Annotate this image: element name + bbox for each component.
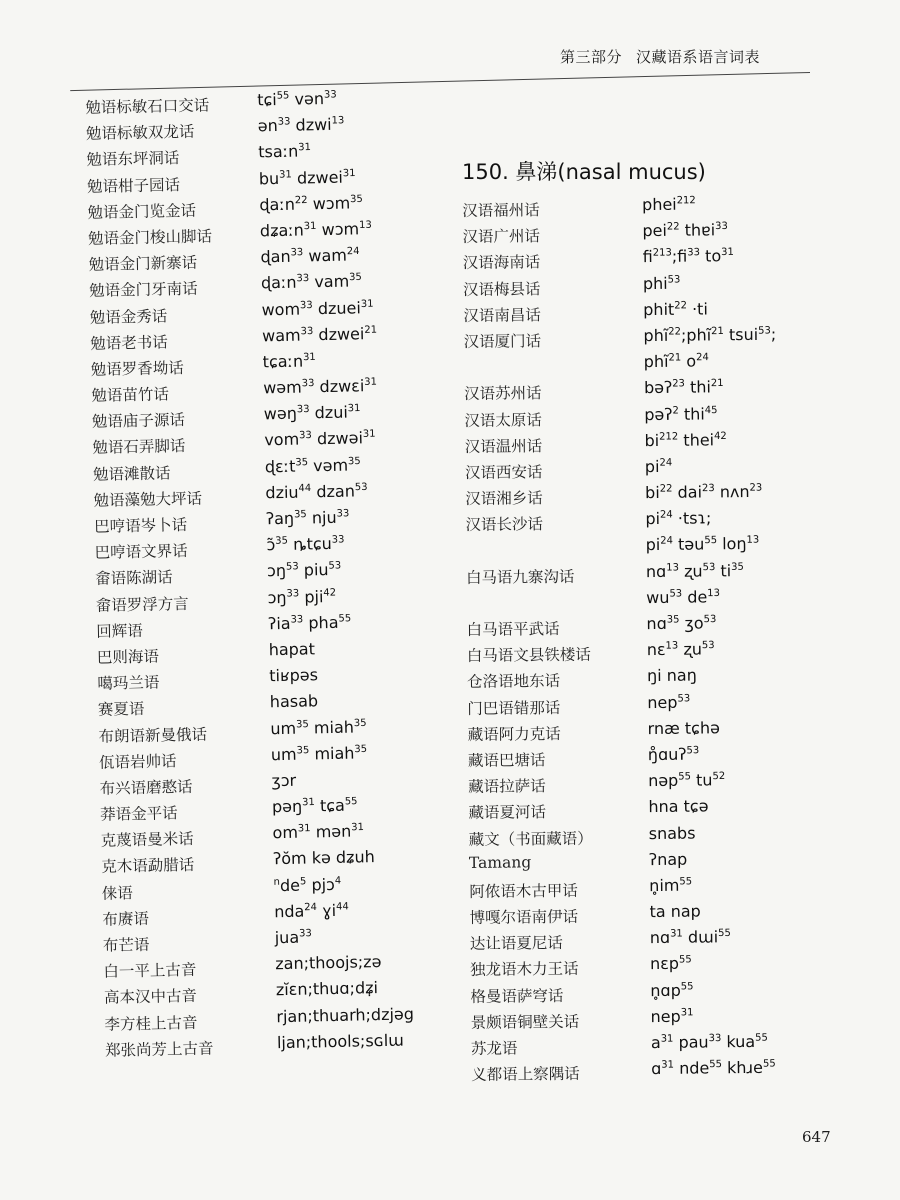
language-name: 义都语上察隅话 (471, 1065, 580, 1085)
word-entry (92, 428, 376, 458)
word-form: tsaːn$^{31}$ (258, 141, 312, 162)
word-form: vom$^{33}$ dzwəi$^{31}$ (264, 428, 376, 450)
language-name: 景颇语铜壁关话 (470, 1012, 580, 1032)
word-entry (103, 952, 382, 982)
language-name: 汉语南昌话 (463, 305, 541, 325)
word-form: nɛp$^{55}$ (649, 954, 692, 974)
word-form: phit$^{22}$ ·ti (643, 299, 708, 319)
word-form: $a^{31}$ pau$^{33}$ kua$^{55}$ (650, 1031, 768, 1053)
language-name: 布赓语 (102, 909, 150, 929)
word-form: ɔ̃$^{35}$ ȵtɕu$^{33}$ (266, 534, 345, 555)
word-entry (87, 219, 372, 249)
word-entry (96, 639, 316, 668)
word-form: pəŋ$^{31}$ tɕa$^{55}$ (271, 795, 358, 817)
language-name: 克蔑语曼米话 (100, 830, 194, 851)
word-entry (85, 115, 345, 144)
language-name: 勉语金门梭山脚话 (87, 227, 213, 248)
page-number: 647 (802, 1128, 831, 1146)
word-form: tiʁpəs (269, 665, 319, 686)
language-name: 高本汉中古音 (103, 987, 198, 1008)
language-name: 汉语湘乡话 (465, 489, 543, 509)
word-form: wom$^{33}$ dzuei$^{31}$ (261, 297, 374, 319)
word-form: ən$^{33}$ dzwi$^{13}$ (257, 115, 345, 136)
word-form: tɕi$^{55}$ vən$^{33}$ (257, 88, 337, 110)
word-entry (85, 88, 337, 118)
word-form: nɑ$^{13}$ ʐu$^{53}$ $ti^{35}$ (645, 560, 744, 581)
word-form: $pi^{24}$ ·tsɿ; (645, 508, 712, 529)
word-form: ɔŋ$^{53}$ piu$^{53}$ (266, 560, 342, 581)
word-entry (90, 323, 378, 354)
word-form: hna tɕə (648, 796, 709, 817)
word-form: ʒɔr (271, 770, 297, 791)
word-entry (101, 874, 342, 903)
word-entry (97, 691, 319, 720)
word-entry (95, 586, 337, 615)
word-entry (101, 847, 375, 877)
language-name: 独龙语木力王话 (470, 960, 579, 980)
language-name: 博嘎尔语南伊话 (469, 907, 579, 928)
word-form: ŋi naŋ (646, 665, 697, 686)
word-form: tɕaːn$^{31}$ (262, 351, 316, 372)
language-name: 勉语老书话 (90, 333, 168, 353)
word-form: n̥ɑp$^{55}$ (650, 980, 694, 1000)
word-form: ʔnap (648, 849, 688, 869)
language-name: 赛夏语 (97, 700, 145, 720)
word-form: jua$^{33}$ (274, 927, 312, 948)
language-name: 勉语金门牙南话 (88, 279, 198, 301)
language-name: 布兴语磨憨话 (99, 777, 193, 798)
word-form: nɛ$^{13}$ ʐu$^{53}$ (646, 639, 715, 660)
word-form: ʔaŋ$^{35}$ nju$^{33}$ (265, 507, 350, 529)
word-form: ŋ̊ɑuʔ$^{53}$ (647, 744, 700, 765)
word-form: phi$^{53}$ (642, 273, 681, 293)
language-name: 阿侬语木古甲话 (469, 881, 578, 901)
word-form: pei$^{22}$ thɐi$^{33}$ (642, 220, 728, 241)
language-name: 汉语厦门话 (463, 332, 542, 351)
word-entry (92, 455, 361, 485)
word-form: wəŋ$^{33}$ dzui$^{31}$ (263, 402, 361, 424)
word-entry (93, 507, 350, 537)
language-name: 藏语巴塘话 (467, 751, 546, 770)
word-entry (98, 743, 368, 773)
language-name: 汉语福州话 (462, 201, 540, 220)
language-name: 李方桂上古音 (104, 1013, 198, 1034)
word-entry (104, 1030, 404, 1061)
language-name: 藏语阿力克话 (467, 724, 561, 744)
header-title: 汉藏语系语言词表 (636, 48, 761, 66)
language-name: 白马语文县铁楼话 (466, 645, 591, 666)
word-form: $wu^{53}$ $de^{13}$ (646, 587, 721, 607)
word-entry (91, 376, 378, 406)
word-form: nɑ$^{35}$ ʒo$^{53}$ (646, 613, 717, 634)
language-name: 勉语滩散话 (92, 463, 171, 484)
language-name: 勉语苗竹话 (91, 385, 170, 405)
language-name: 俫语 (101, 883, 133, 903)
word-form: hasab (269, 691, 319, 712)
language-name: 白一平上古音 (103, 961, 197, 981)
word-form: nɑ$^{31}$ dɯi$^{55}$ (649, 927, 731, 948)
language-name: 巴哼语岑卜话 (93, 515, 188, 536)
word-form: $bi^{212}$ thei$^{42}$ (644, 430, 727, 450)
word-form: $um^{35}$ miah$^{35}$ (270, 743, 368, 764)
word-form: hapat (268, 639, 316, 660)
word-form: ɑ$^{31}$ nde$^{55}$ khɹe$^{55}$ (651, 1058, 776, 1079)
word-form: $n̥im^{55}$ (649, 875, 693, 895)
word-form: $^nde^5$ pjɔ$^4$ (273, 874, 342, 895)
language-name: 勉语东坪洞话 (86, 149, 180, 170)
word-form: ʔŏm kə dʑuh (272, 847, 375, 869)
word-form: zan;thoojs;zə (275, 952, 382, 974)
language-name: 汉语梅县话 (462, 279, 541, 299)
language-name: 仓洛语地东话 (467, 672, 561, 692)
word-form: nəp$^{55}$ $tu^{52}$ (648, 770, 726, 791)
header-rule (70, 72, 810, 91)
word-form: dziu$^{44}$ dzan$^{53}$ (265, 481, 368, 503)
language-name: 噶玛兰语 (97, 673, 160, 693)
language-name: 汉语长沙话 (465, 515, 544, 535)
word-entry (94, 534, 345, 563)
word-form: ta nap (649, 901, 701, 922)
word-form: $om^{31}$ mən$^{31}$ (272, 821, 365, 843)
language-name: 勉语石弄脚话 (92, 437, 186, 458)
word-form: wəm$^{33}$ dzwɛi$^{31}$ (263, 376, 378, 398)
word-entry (88, 271, 362, 301)
word-form: ʔia$^{33}$ pha$^{55}$ (267, 612, 352, 634)
word-form: $um^{35}$ miah$^{35}$ (270, 717, 367, 738)
language-name: 勉语藻勉大坪话 (93, 489, 203, 510)
word-entry (103, 978, 379, 1008)
language-name: 巴哼语文界话 (94, 542, 188, 563)
word-form: $bu^{31}$ dzwei$^{31}$ (258, 167, 356, 188)
word-entry (102, 900, 349, 930)
word-form: wam$^{33}$ dzwei$^{21}$ (261, 323, 378, 346)
language-name: 回辉语 (96, 621, 143, 641)
word-form: $fi^{213};fi^{33}$ $to^{31}$ (642, 246, 734, 267)
language-name: 汉语太原话 (464, 410, 542, 430)
word-form: ɖan$^{33}$ wam$^{24}$ (260, 245, 360, 267)
language-name: 汉语温州话 (464, 436, 543, 456)
language-name: 勉语金秀话 (89, 306, 168, 327)
language-name: 汉语西安话 (464, 463, 543, 482)
word-form: nda$^{24}$ ɣi$^{44}$ (274, 900, 349, 922)
word-entry (104, 1003, 415, 1034)
language-name: 勉语金门览金话 (87, 201, 197, 222)
word-form: dʑaːn$^{31}$ wɔm$^{13}$ (259, 219, 372, 241)
section-title: 150. 鼻涕(nasal mucus) (462, 160, 706, 184)
word-form: phĩ$^{22}$;phĩ$^{21}$ tsui$^{53}$; (643, 324, 777, 346)
language-name: 藏语拉萨话 (468, 777, 546, 797)
language-name: 布朗语新曼俄话 (98, 725, 208, 746)
word-form: snabs (648, 823, 696, 843)
language-name: 汉语海南话 (462, 253, 541, 273)
word-form: ɖaːn$^{22}$ wɔm$^{35}$ (259, 193, 363, 215)
word-entry (97, 665, 319, 694)
right-word-column (462, 194, 777, 1085)
word-form: bəʔ$^{23}$ thi$^{21}$ (643, 377, 724, 398)
language-name: 门巴语错那话 (467, 698, 561, 718)
language-name: 白马语平武话 (466, 620, 560, 639)
word-entry (86, 141, 312, 170)
word-entry (96, 612, 352, 642)
language-name: 勉语金门新寨话 (88, 253, 198, 275)
language-name: 勉语罗香坳话 (90, 358, 185, 379)
word-form: zĭɛn;thuɑ;dʑ̣i (275, 978, 379, 1000)
language-name: 畲语罗浮方言 (95, 594, 189, 615)
language-name: 畲语陈湖话 (95, 568, 173, 589)
language-name: 达让语夏尼话 (469, 934, 563, 954)
left-word-column (85, 88, 415, 1061)
language-name: 藏文（书面藏语） (468, 829, 593, 849)
word-entry (90, 351, 316, 380)
word-form: pəʔ$^2$ thi$^{45}$ (644, 403, 718, 424)
word-entry (87, 193, 363, 223)
word-form: phei$^{212}$ (642, 194, 696, 215)
word-form: ɖaːn$^{33}$ vam$^{35}$ (260, 271, 362, 293)
word-form: phĩ$^{21}$ $o^{24}$ (643, 351, 709, 372)
language-name: 佤语岩帅话 (98, 751, 177, 772)
word-form: ɔŋ$^{33}$ pji$^{42}$ (267, 586, 337, 607)
word-form: $bi^{22}$ dai$^{23}$ nʌn$^{23}$ (645, 482, 763, 503)
language-name: 藏语夏河话 (468, 803, 547, 823)
header-part: 第三部分 (560, 48, 623, 66)
word-entry (88, 245, 360, 275)
word-form: $pi^{24}$ (644, 456, 673, 476)
language-name: 格曼语萨穹话 (470, 986, 564, 1006)
word-entry (86, 167, 356, 197)
word-form: rnæ tɕhə (647, 718, 720, 738)
word-entry (99, 795, 358, 825)
word-entry (93, 481, 368, 511)
language-name: 勉语标敏石口交话 (85, 96, 210, 117)
word-entry (91, 402, 361, 432)
word-form: nep$^{31}$ (650, 1006, 694, 1026)
language-name: 汉语苏州话 (463, 384, 542, 404)
language-name: Tamang (468, 852, 532, 872)
word-entry (98, 717, 367, 746)
language-name: 苏龙语 (470, 1039, 518, 1058)
word-form: ɖɛːt$^{35}$ vəm$^{35}$ (264, 455, 361, 476)
word-form: ljan;thools;sɢlɯ (276, 1030, 404, 1052)
language-name: 勉语柑子园话 (86, 175, 181, 196)
word-entry (99, 770, 297, 799)
language-name: 巴则海语 (96, 647, 160, 667)
word-entry (102, 927, 312, 956)
word-form: rjan;thuarh;dzjəg (276, 1003, 415, 1026)
word-form: nep$^{53}$ (647, 692, 691, 712)
language-name: 白马语九寨沟话 (465, 567, 575, 587)
language-name: 郑张尚芳上古音 (104, 1039, 214, 1060)
language-name: 布芒语 (102, 935, 150, 955)
language-name: 克木语勐腊话 (101, 856, 195, 877)
word-entry (89, 297, 374, 327)
word-entry (100, 821, 365, 851)
language-name: 汉语广州话 (462, 227, 541, 247)
language-name: 勉语庙子源话 (91, 411, 186, 432)
running-header (560, 46, 760, 67)
language-name: 莽语金平话 (99, 804, 178, 824)
word-entry (95, 560, 342, 589)
word-form: $pi^{24}$ təu$^{55}$ loŋ$^{13}$ (645, 534, 760, 555)
language-name: 勉语标敏双龙话 (85, 122, 195, 144)
